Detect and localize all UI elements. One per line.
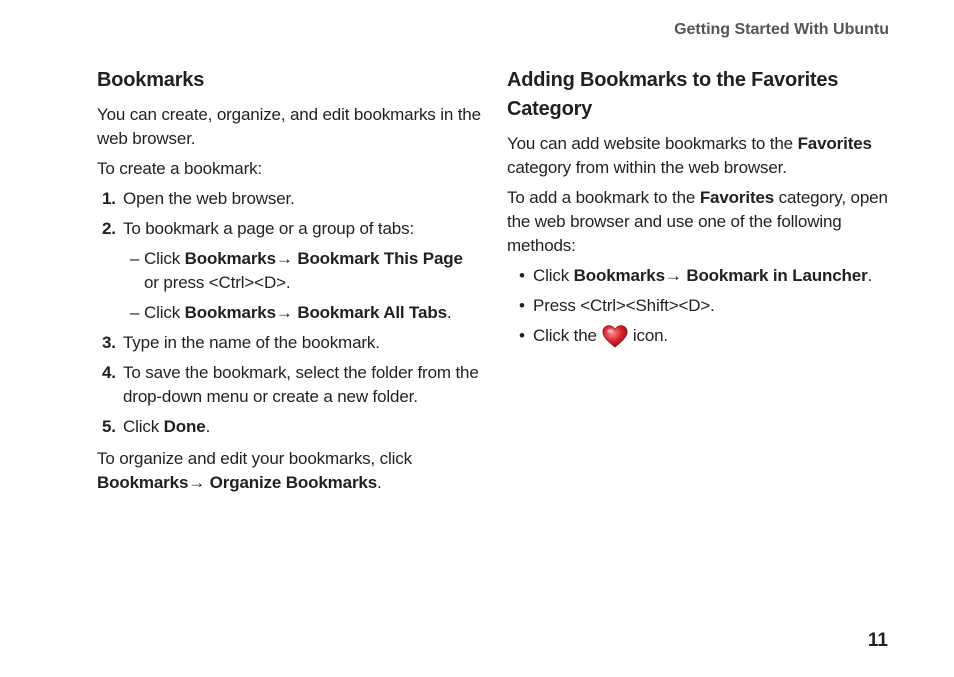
substep-prefix: Click: [144, 249, 185, 268]
substep-prefix: Click: [144, 303, 185, 322]
step-3: [97, 331, 482, 355]
substep-text: [144, 301, 482, 325]
method-text: [533, 324, 897, 348]
step-text: To save the bookmark, select the folder from the drop-down menu or create a new folder.: [123, 363, 479, 406]
left-column: [97, 66, 482, 501]
step-text: Open the web browser.: [123, 189, 295, 208]
bookmarks-intro: You can create, organize, and edit bookmarks in the web browser.: [97, 105, 481, 148]
favorites-methods-lead: [507, 186, 897, 258]
step-number: 1.: [102, 189, 116, 208]
step-4: [97, 361, 482, 409]
step-text: [123, 415, 482, 439]
done-label: Done: [163, 417, 206, 436]
right-column: [507, 66, 897, 354]
step-number: 3.: [102, 333, 116, 352]
substep-text: [144, 247, 482, 295]
bullet: •: [519, 266, 525, 285]
step-number: 5.: [102, 417, 116, 436]
method-text: Press <Ctrl><Shift><D>.: [533, 296, 715, 315]
method-text: [533, 264, 897, 288]
organize-bookmarks-text: [97, 447, 482, 495]
intro-prefix: You can add website bookmarks to the: [507, 134, 798, 153]
dash: –: [130, 249, 140, 268]
step-suffix: .: [205, 417, 211, 436]
bullet: •: [519, 326, 525, 345]
step-text: Type in the name of the bookmark.: [123, 333, 380, 352]
menu-path: Bookmarks→ Bookmark in Launcher: [573, 266, 868, 285]
step-prefix: Click: [123, 417, 164, 436]
lead-prefix: To add a bookmark to the: [507, 188, 700, 207]
method-menu: [507, 264, 897, 288]
favorites-label: Favorites: [699, 188, 775, 207]
intro-suffix: category from within the web browser.: [507, 158, 787, 177]
method-prefix: Click: [533, 266, 574, 285]
step-2: [97, 217, 482, 241]
method-suffix: .: [867, 266, 873, 285]
favorites-label: Favorites: [797, 134, 872, 153]
method-shortcut: [507, 294, 897, 318]
outro-suffix: .: [377, 473, 382, 492]
favorites-heading: Adding Bookmarks to the Favorites Category: [507, 69, 839, 120]
create-bookmark-lead: To create a bookmark:: [97, 159, 263, 178]
substep-bookmark-page: [97, 247, 482, 295]
step-5: [97, 415, 482, 439]
step-text: To bookmark a page or a group of tabs:: [123, 219, 415, 238]
outro-prefix: To organize and edit your bookmarks, click: [97, 449, 412, 468]
menu-path: Bookmarks→ Bookmark All Tabs: [184, 303, 447, 322]
method-icon: [507, 324, 897, 348]
bookmarks-heading: Bookmarks: [97, 69, 205, 91]
menu-path: Bookmarks→ Bookmark This Page: [184, 249, 463, 268]
step-1: [97, 187, 482, 211]
lead-suffix: category, open the web browser and use one of the following methods:: [507, 188, 888, 255]
page-number: 11: [867, 630, 888, 651]
heart-icon: [601, 324, 629, 348]
substep-suffix: or press <Ctrl><D>.: [144, 273, 291, 292]
bullet: •: [519, 296, 525, 315]
step-number: 2.: [102, 219, 116, 238]
running-head: Getting Started With Ubuntu: [674, 21, 889, 38]
dash: –: [130, 303, 140, 322]
substep-suffix: .: [446, 303, 452, 322]
method-prefix: Click the: [533, 326, 597, 345]
step-number: 4.: [102, 363, 116, 382]
substep-bookmark-tabs: [97, 301, 482, 325]
menu-path: Bookmarks→ Organize Bookmarks: [97, 473, 378, 492]
method-suffix: icon.: [632, 326, 669, 345]
favorites-intro: [507, 132, 897, 180]
